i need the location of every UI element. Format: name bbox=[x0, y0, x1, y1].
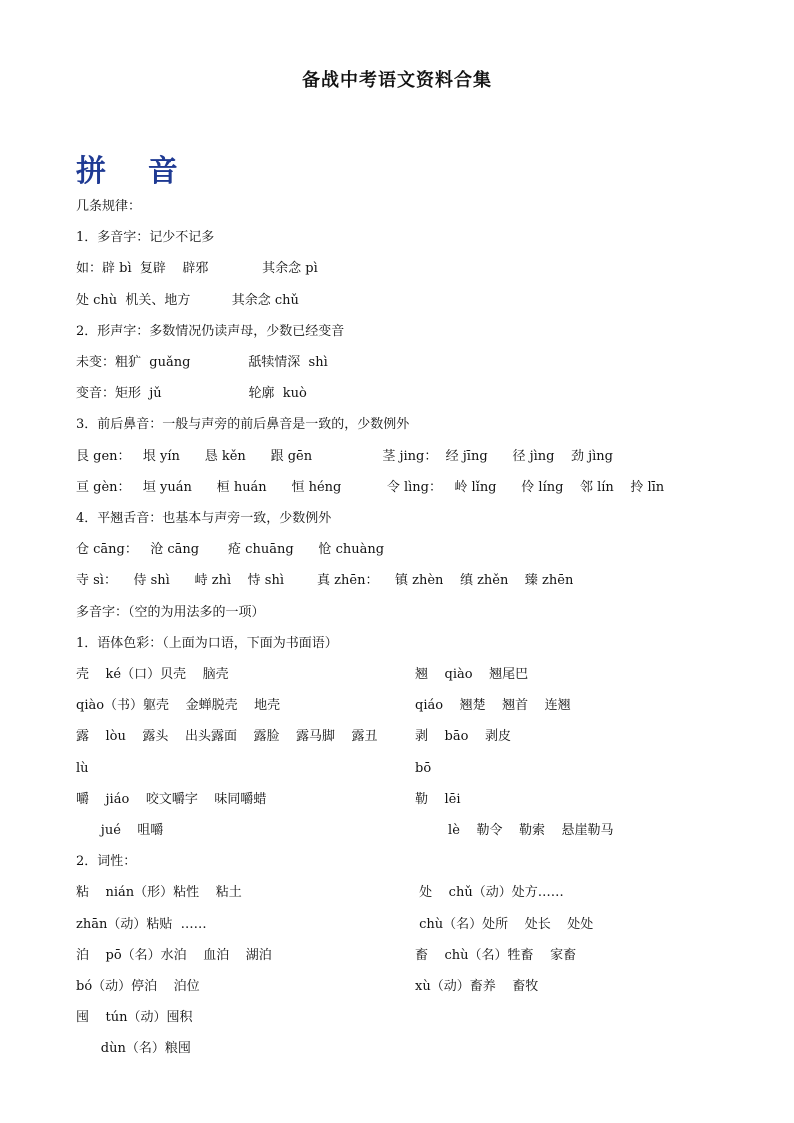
text-line-right: 剥 bāo 剥皮 bbox=[415, 729, 511, 744]
text-line-left: 几条规律： bbox=[76, 199, 142, 214]
text-line-left: 如：辟 bì 复辟 辟邪 其余念 pì bbox=[76, 261, 318, 276]
text-line-right: bō bbox=[415, 761, 432, 776]
page-title: 备战中考语文资料合集 bbox=[302, 70, 492, 91]
text-line-right: qiáo 翘楚 翘首 连翘 bbox=[415, 698, 571, 713]
text-line-left: dùn（名）粮囤 bbox=[76, 1041, 191, 1056]
text-line-right: chù（名）处所 处长 处处 bbox=[415, 917, 594, 932]
text-line-left: 2．词性： bbox=[76, 854, 137, 869]
text-line-right: 勒 lēi bbox=[415, 792, 461, 807]
text-line-left: 壳 ké（口）贝壳 脑壳 bbox=[76, 667, 229, 682]
text-line-left: 露 lòu 露头 出头露面 露脸 露马脚 露丑 bbox=[76, 729, 378, 744]
text-line-left: 囤 tún（动）囤积 bbox=[76, 1010, 193, 1025]
section-heading: 拼 音 bbox=[76, 154, 178, 189]
text-line-right: 翘 qiào 翘尾巴 bbox=[415, 667, 529, 682]
text-line-left: 艮 gen： 垠 yín 恳 kěn 跟 gēn 茎 jing： 经 jīng 径 jìng 劲 jìng bbox=[76, 449, 614, 464]
text-line-left: jué 咀嚼 bbox=[76, 823, 164, 838]
text-line-left: 3．前后鼻音：一般与声旁的前后鼻音是一致的，少数例外 bbox=[76, 417, 410, 432]
text-line-left: 未变：粗犷 guǎng 舐犊情深 shì bbox=[76, 355, 328, 370]
text-line-left: 粘 nián（形）粘性 粘土 bbox=[76, 885, 242, 900]
text-line-left: 嚼 jiáo 咬文嚼字 味同嚼蜡 bbox=[76, 792, 267, 807]
text-line-left: 亘 gèn： 垣 yuán 桓 huán 恒 héng 令 lìng： 岭 lǐng 伶 líng 邻 lín 拎 līn bbox=[76, 480, 665, 495]
text-line-left: 1．语体色彩：（上面为口语，下面为书面语） bbox=[76, 636, 338, 651]
text-line-right: lè 勒令 勒索 悬崖勒马 bbox=[415, 823, 614, 838]
text-line-left: lù bbox=[76, 761, 89, 776]
text-line-right: 处 chǔ（动）处方…… bbox=[415, 885, 564, 900]
text-line-left: 变音：矩形 jǔ 轮廓 kuò bbox=[76, 386, 307, 401]
text-line-left: 处 chù 机关、地方 其余念 chǔ bbox=[76, 293, 299, 308]
text-line-left: 寺 sì： 侍 shì 峙 zhì 恃 shì 真 zhēn： 镇 zhèn 缜 zhěn 臻 zhēn bbox=[76, 573, 574, 588]
text-line-left: 4．平翘舌音：也基本与声旁一致，少数例外 bbox=[76, 511, 332, 526]
text-line-left: qiào（书）躯壳 金蝉脱壳 地壳 bbox=[76, 698, 281, 713]
text-line-left: 仓 cāng： 沧 cāng 疮 chuāng 怆 chuàng bbox=[76, 542, 385, 557]
text-line-left: 2．形声字：多数情况仍读声母，少数已经变音 bbox=[76, 324, 345, 339]
text-line-left: 1．多音字：记少不记多 bbox=[76, 230, 215, 245]
text-line-left: 泊 pō（名）水泊 血泊 湖泊 bbox=[76, 948, 272, 963]
text-line-left: 多音字：（空的为用法多的一项） bbox=[76, 605, 265, 620]
text-line-right: 畜 chù（名）牲畜 家畜 bbox=[415, 948, 577, 963]
text-line-left: bó（动）停泊 泊位 bbox=[76, 979, 200, 994]
text-line-left: zhān（动）粘贴 …… bbox=[76, 917, 207, 932]
text-line-right: xù（动）畜养 畜牧 bbox=[415, 979, 539, 994]
